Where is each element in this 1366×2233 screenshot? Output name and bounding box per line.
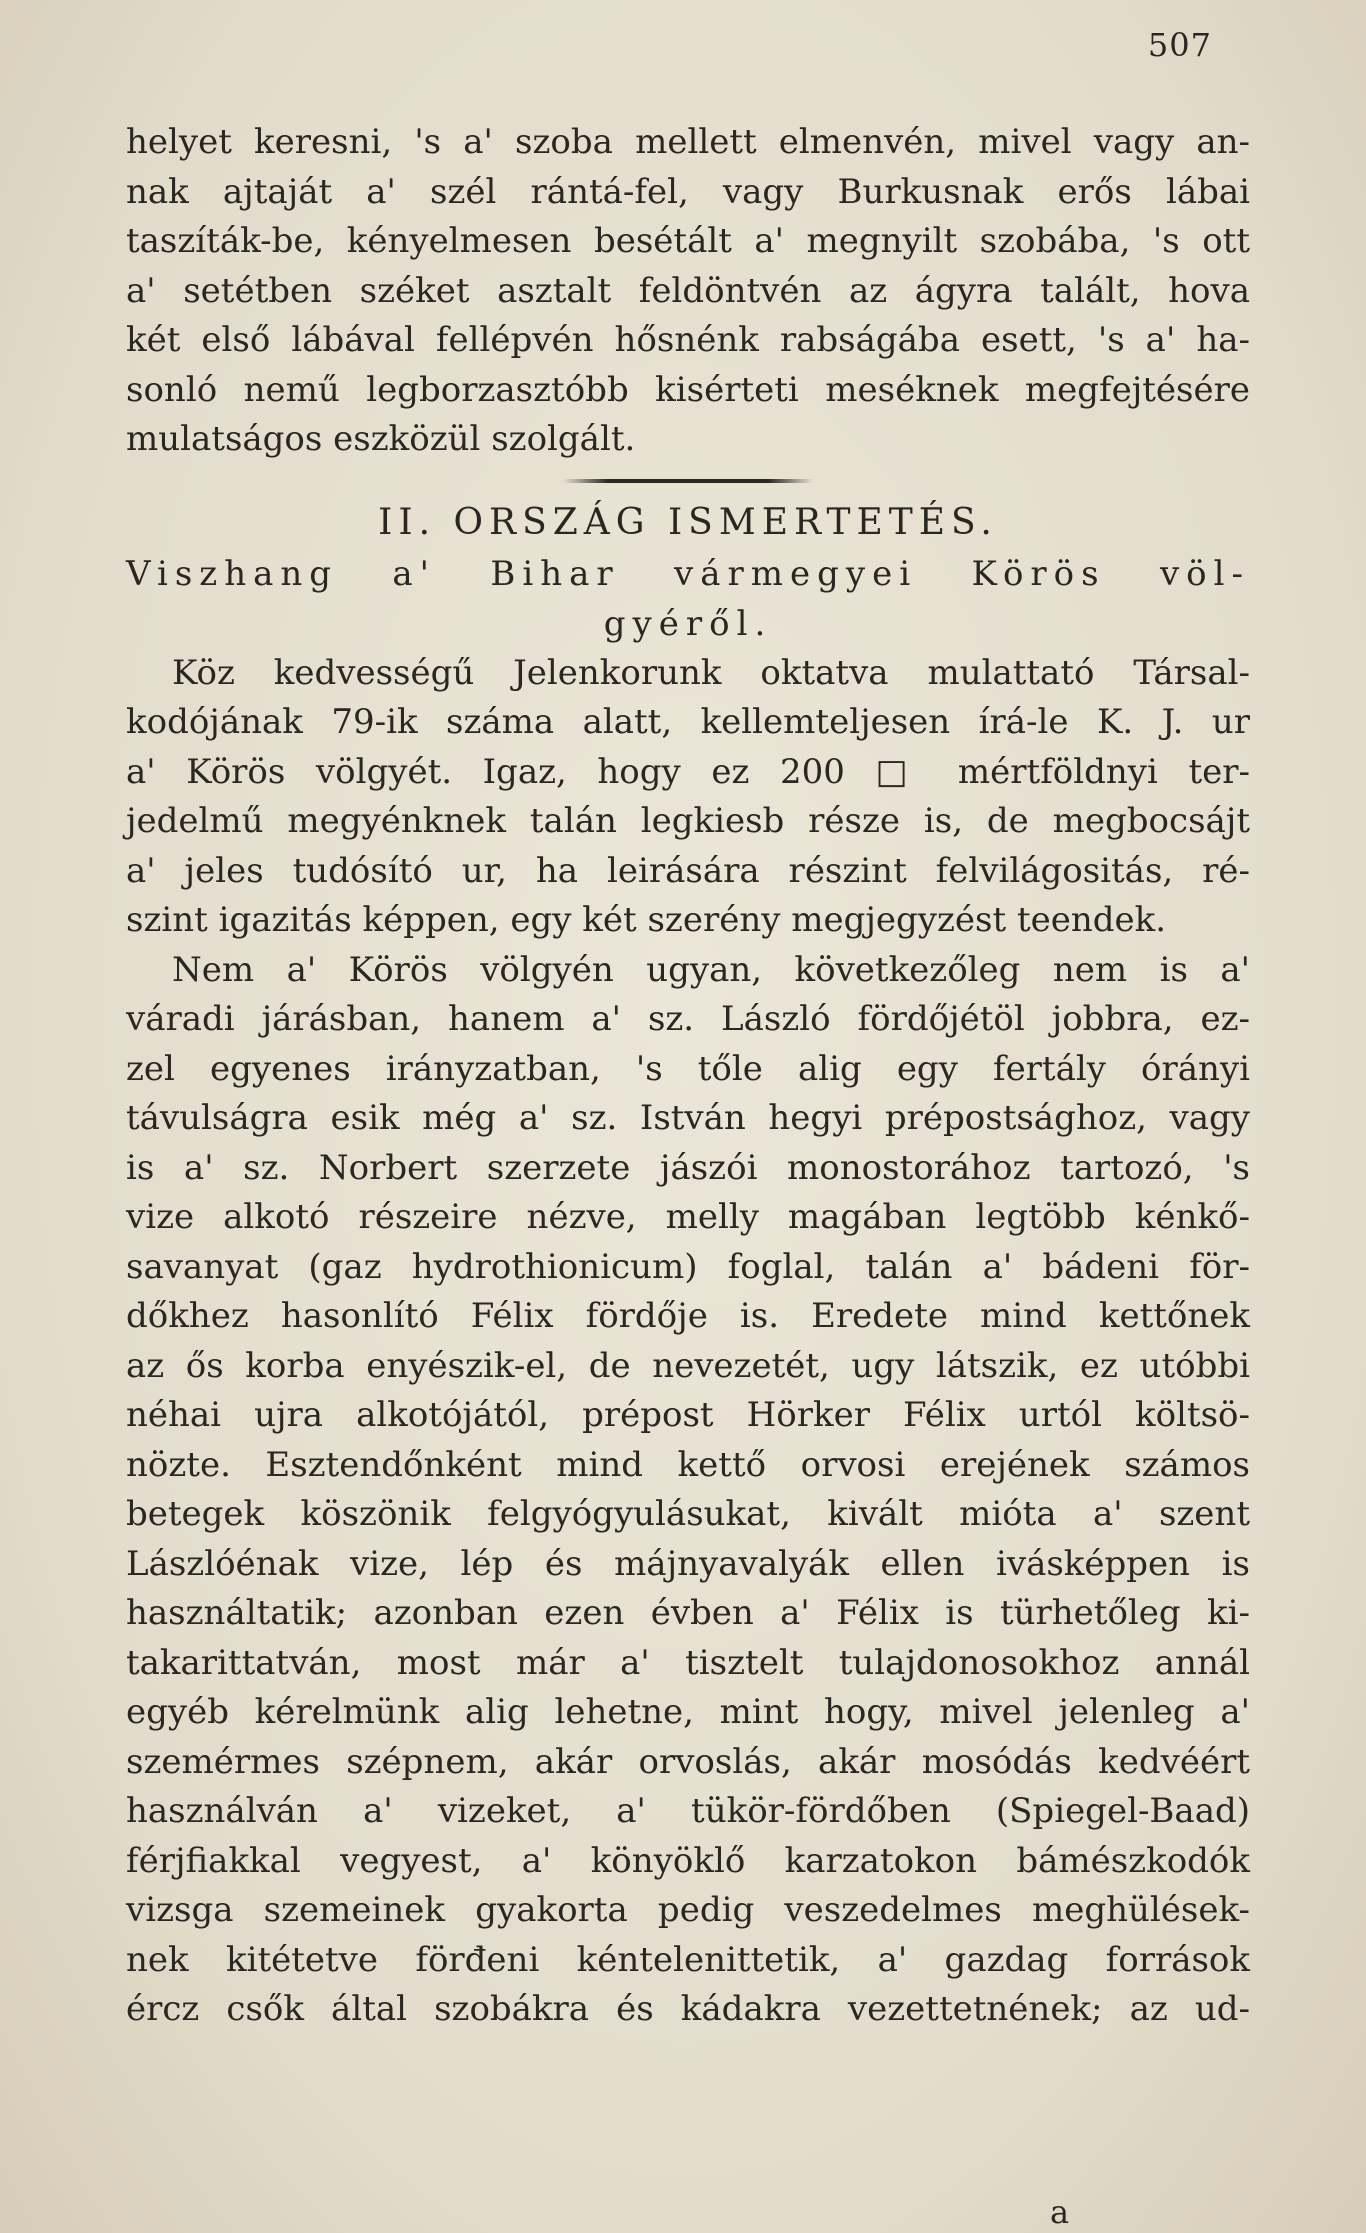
text-line: nak ajtaját a' szél rántá-fel, vagy Burkusnak erős lábai [126,171,1250,212]
text-line: Lászlóénak vize, lép és májnyavalyák ellen ivásképpen is [126,1543,1250,1584]
text-line: Nem a' Körös völgyén ugyan, következőleg nem is a' [172,949,1250,990]
section-divider [563,479,813,483]
text-line: sonló nemű legborzasztóbb kisérteti meséknek megfejtésére [126,369,1250,410]
text-line: nek kitétetve förđeni kéntelenittetik, a' gazdag források [126,1939,1250,1980]
text-line: egyéb kérelmünk alig lehetne, mint hogy, mivel jelenleg a' [126,1692,1250,1732]
text-line: szint igazitás képpen, egy két szerény megjegyzést teendek. [126,900,1167,940]
text-line: az ős korba enyészik-el, de nevezetét, ugy látszik, ez utóbbi [126,1345,1250,1386]
text-line: vize alkotó részeire nézve, melly magában legtöbb kénkő- [126,1197,1250,1237]
section-heading: II. ORSZÁG ISMERTETÉS. [378,501,998,543]
text-line: néhai ujra alkotójától, prépost Hörker Félix urtól költsö- [126,1395,1250,1435]
text-line: távulságra esik még a' sz. István hegyi prépostsághoz, vagy [126,1098,1250,1138]
text-line: két első lábával fellépvén hősnénk rabságába esett, 's a' ha- [126,320,1250,360]
text-line: használtatik; azonban ezen évben a' Félix is türhetőleg ki- [126,1593,1250,1633]
text-line: a' setétben széket asztalt feldöntvén az ágyra talált, hova [126,270,1250,311]
text-line: használván a' vizeket, a' tükör-fördőben (Spiegel-Baad) [126,1791,1250,1831]
intro-paragraph [126,118,1250,465]
page-number: 507 [1147,26,1212,64]
text-line: savanyat (gaz hydrothionicum) foglal, talán a' bádeni för- [126,1246,1250,1287]
page-text [126,118,1250,2035]
text-line: nözte. Esztendőnként mind kettő orvosi erejének számos [126,1444,1250,1485]
text-line: a' jeles tudósító ur, ha leirására részint felvilágositás, ré- [126,850,1250,891]
text-line: mulatságos eszközül szolgált. [126,419,636,459]
text-line: zel egyenes irányzatban, 's tőle alig egy fertály órányi [126,1048,1250,1089]
text-line: férjfiakkal vegyest, a' könyöklő karzatokon bámészkodók [126,1840,1250,1881]
article-title-line: gyéről. [603,603,773,644]
catchword: a [1050,2193,1070,2231]
text-line: takarittatván, most már a' tisztelt tulajdonosokhoz annál [126,1642,1250,1683]
text-line: ércz csők által szobákra és kádakra vezettetnének; az ud- [126,1989,1250,2029]
text-line: taszíták-be, kényelmesen besétált a' megnyilt szobába, 's ott [126,221,1250,261]
text-line: kodójának 79-ik száma alatt, kellemteljesen írá-le K. J. ur [126,702,1250,742]
text-line: is a' sz. Norbert szerzete jászói monostorához tartozó, 's [126,1147,1250,1188]
text-line: vizsga szemeinek gyakorta pedig veszedelmes meghülések- [126,1890,1250,1930]
text-line: a' Körös völgyét. Igaz, hogy ez 200 □ mértföldnyi ter- [126,751,1250,792]
text-line: Köz kedvességű Jelenkorunk oktatva mulattató Társal- [172,652,1250,693]
article-body [126,649,1250,2035]
text-line: jedelmű megyénknek talán legkiesb része is, de megbocsájt [126,801,1250,841]
text-line: dőkhez hasonlító Félix fördője is. Eredete mind kettőnek [126,1296,1250,1336]
text-line: váradi járásban, hanem a' sz. László fördőjétöl jobbra, ez- [126,999,1250,1039]
text-line: betegek köszönik felgyógyulásukat, kivált mióta a' szent [126,1494,1250,1534]
article-title-line: Viszhang a' Bihar vármegyei Körös völ- [126,553,1250,594]
text-line: szemérmes szépnem, akár orvoslás, akár mosódás kedvéért [126,1741,1250,1782]
text-line: helyet keresni, 's a' szoba mellett elmenvén, mivel vagy an- [126,122,1250,162]
